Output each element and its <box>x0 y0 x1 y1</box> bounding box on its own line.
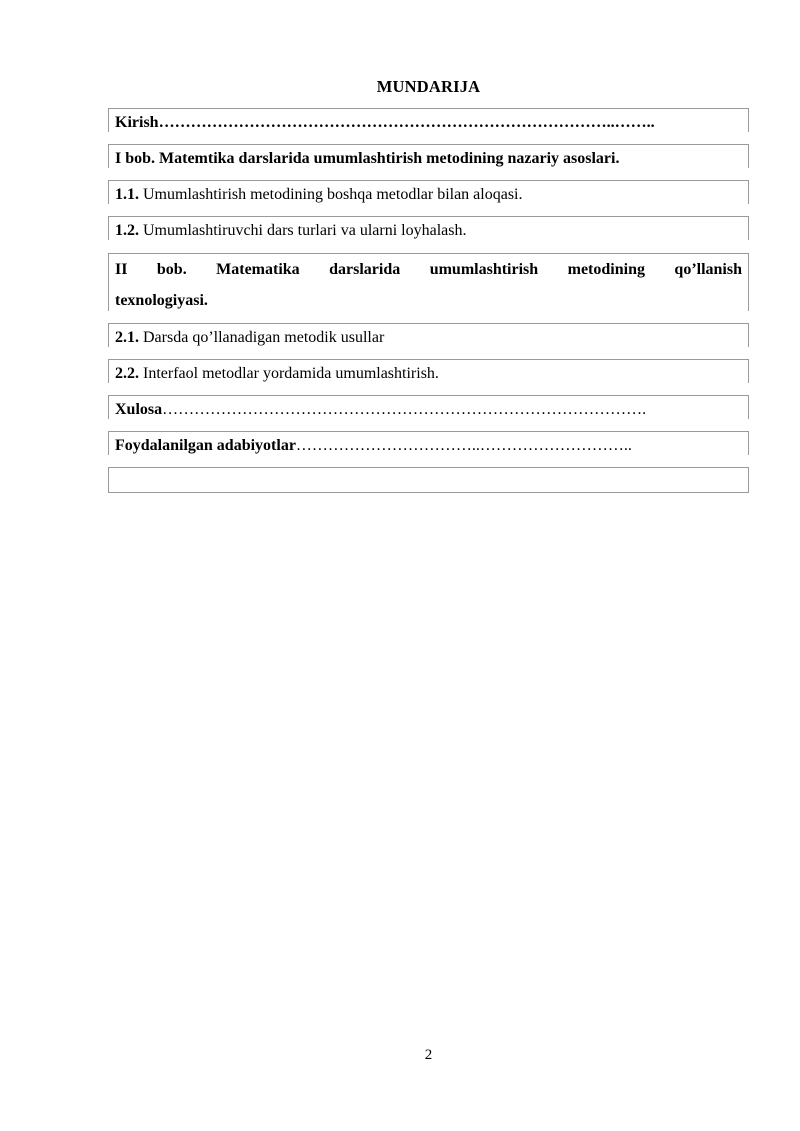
toc-gap <box>108 419 749 431</box>
toc-entry-adabiyotlar <box>108 431 749 455</box>
toc-entry-label: Umumlashtiruvchi dars turlari va ularni loyhalash. <box>139 222 467 239</box>
toc-entry-label: Umumlashtirish metodining boshqa metodlar bilan aloqasi. <box>139 186 523 203</box>
toc-gap <box>108 132 749 144</box>
toc-entry-number: 2.1. <box>115 329 139 346</box>
toc-entry-leader: ………………………………………………………………………………. <box>162 401 647 418</box>
toc-entry-section-2-1 <box>108 323 749 347</box>
toc-entry-chapter-2 <box>108 253 749 311</box>
toc-entry-number: 2.2. <box>115 365 139 382</box>
toc-entry-section-2-2 <box>108 359 749 383</box>
toc-entry-label: Foydalanilgan adabiyotlar <box>115 437 296 454</box>
toc-entry-label: Kirish <box>115 114 159 131</box>
toc-entry-empty <box>108 467 749 493</box>
table-of-contents <box>108 108 749 493</box>
toc-gap <box>108 204 749 216</box>
toc-entry-kirish <box>108 108 749 132</box>
toc-entry-label-line1: II bob. Matematika darslarida umumlashtirish metodining qo’llanish <box>115 261 742 278</box>
document-title: MUNDARIJA <box>376 77 481 96</box>
page-number: 2 <box>424 1047 433 1063</box>
toc-gap <box>108 347 749 359</box>
toc-gap <box>108 168 749 180</box>
toc-entry-label: Interfaol metodlar yordamida umumlashtirish. <box>139 365 439 382</box>
toc-entry-chapter-1 <box>108 144 749 168</box>
toc-entry-label-line2: texnologiyasi. <box>115 292 208 309</box>
toc-entry-section-1-1 <box>108 180 749 204</box>
toc-entry-label: Darsda qo’llanadigan metodik usullar <box>139 329 385 346</box>
toc-entry-label: I bob. Matemtika darslarida umumlashtirish metodining nazariy asoslari. <box>115 150 620 167</box>
toc-entry-number: 1.2. <box>115 222 139 239</box>
toc-gap <box>108 455 749 467</box>
toc-entry-section-1-2 <box>108 216 749 240</box>
toc-entry-label: Xulosa <box>115 401 163 418</box>
toc-gap <box>108 240 749 253</box>
toc-gap <box>108 311 749 323</box>
toc-entry-xulosa <box>108 395 749 419</box>
toc-gap <box>108 383 749 395</box>
toc-entry-leader: …………………………………………………………………………..…….. <box>158 114 655 131</box>
toc-entry-number: 1.1. <box>115 186 139 203</box>
toc-entry-leader: ……………………………..……………………….. <box>295 437 632 454</box>
